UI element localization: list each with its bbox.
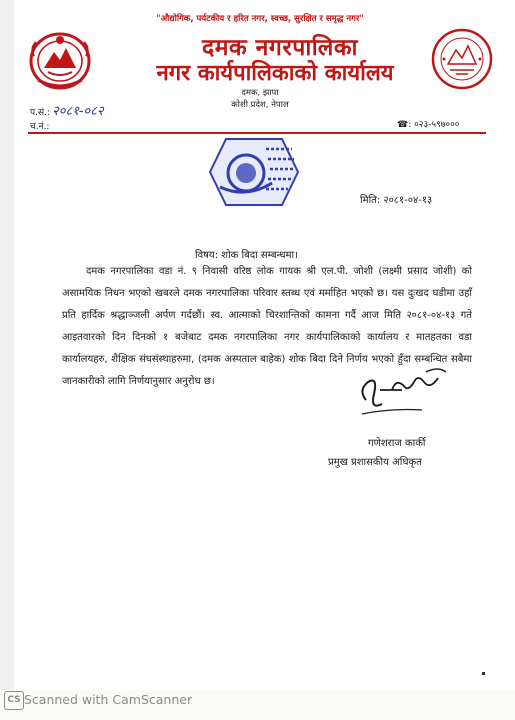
scan-left-edge	[0, 0, 15, 690]
damak-municipality-logo	[430, 28, 494, 90]
letter-subject: विषय: शोक बिदा सम्बन्धमा।	[195, 250, 298, 261]
camscanner-logo-icon: CS	[4, 691, 24, 710]
dispatch-number	[30, 119, 49, 132]
reference-value: २०८१-०८२	[51, 104, 104, 119]
handwritten-signature	[352, 360, 452, 422]
reference-number	[30, 101, 104, 119]
address-line-2: कोशी प्रदेश, नेपाल	[231, 100, 289, 110]
camscanner-watermark: Scanned with CamScanner	[24, 692, 193, 707]
nepal-emblem-logo	[28, 28, 92, 90]
organization-name: दमक नगरपालिका	[202, 34, 358, 61]
signatory-title: प्रमुख प्रशासकीय अधिकृत	[328, 457, 422, 468]
scan-dot	[482, 672, 485, 675]
phone-number: ☎: ०२३-५९७०००	[397, 120, 460, 130]
letter-date: मिति: २०८१-०४-१३	[360, 195, 433, 206]
letterhead-tagline: "औद्योगिक, पर्यटकीय र हरित नगर, स्वच्छ, सुरक्षित र समृद्ध नगर"	[156, 14, 364, 24]
reference-label: प.सं.:	[30, 108, 50, 118]
address-line-1: दमक, झापा	[241, 88, 279, 98]
office-name: नगर कार्यपालिकाको कार्यालय	[156, 60, 394, 86]
letter-body-text: दमक नगरपालिका वडा नं. ९ निवासी वरिष्ठ लोक गायक श्री एल.पी. जोशी (लक्ष्मी प्रसाद जोशी) को असामयिक निधन भएको खबरले दमक नगरपालिका परिवार स्तब्ध एवं मर्माहित भएको छ। यस दुःखद घडीमा उहाँ प्रति हार्दिक श्रद्धाञ्जली अर्पण गर्दछौं। स्व. आत्माको चिरशान्तिको कामना गर्दै आज मिति २०८१-०४-१३ गते आइतवारको दिन दिनको १ बजेबाट दमक नगरपालिका नगर कार्यपालिकाको कार्यालय र मातहतका वडा कार्यालयहरु, शैक्षिक संघसंस्थाहरुमा, (दमक अस्पताल बाहेक) शोक बिदा दिने निर्णय भएको हुँदा सम्बन्धित सबैमा जानकारीको लागि निर्णयानुसार अनुरोध छ।	[62, 266, 472, 387]
signatory-name: गणेशराज कार्की	[368, 438, 426, 449]
office-stamp	[208, 137, 300, 207]
letterhead-divider	[28, 132, 486, 134]
dispatch-label: च.नं.:	[30, 122, 50, 132]
